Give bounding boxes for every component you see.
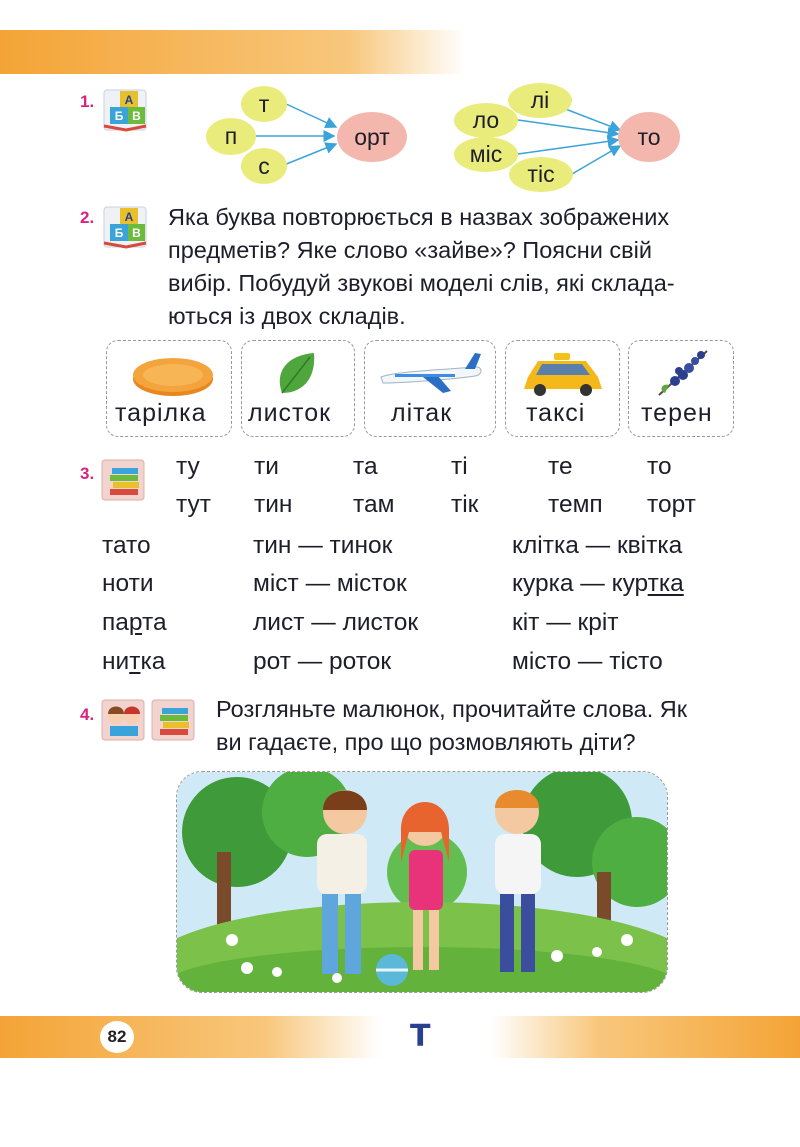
picture-word: тарілка — [115, 399, 207, 427]
word: там — [353, 491, 395, 518]
word-part: ка — [140, 648, 166, 675]
syllable-oval-lo: ло — [454, 103, 518, 138]
picture-word: листок — [248, 399, 332, 427]
word: тато — [102, 532, 151, 559]
word-pair: місто — тісто — [512, 648, 663, 675]
books-icon — [150, 696, 198, 742]
picture-card-taxi — [505, 340, 620, 437]
word: тут — [176, 491, 211, 518]
word-pair: кіт — кріт — [512, 609, 619, 636]
taxi-icon — [506, 341, 619, 401]
word: торт — [647, 491, 696, 518]
footer-bar-left — [0, 1016, 380, 1058]
syllable: ту — [176, 453, 200, 480]
word: ноти — [102, 570, 154, 597]
word-part: курка — кур — [512, 570, 648, 597]
syllable: та — [353, 453, 378, 480]
syllable-oval-li: лі — [508, 83, 572, 118]
word-part: ни — [102, 648, 130, 675]
ending-oval-to: то — [618, 112, 680, 162]
picture-word: таксі — [526, 399, 586, 427]
picture-card-blackthorn — [628, 340, 734, 437]
syllable-oval-mis: міс — [454, 137, 518, 172]
task-3-number: 3. — [80, 464, 95, 483]
word: тік — [451, 491, 479, 518]
task-1-number: 1. — [80, 92, 95, 111]
picture-word: літак — [391, 399, 453, 427]
task-4-number: 4. — [80, 705, 95, 724]
syllable: ти — [254, 453, 279, 480]
syllable-oval-tis: тіс — [509, 157, 573, 192]
word-pair: рот — роток — [253, 648, 392, 675]
svg-text:В: В — [132, 226, 141, 240]
task-4-text — [216, 693, 742, 759]
footer-bar-right — [490, 1016, 800, 1058]
children-reading-icon — [100, 696, 148, 742]
alphabet-blocks-icon — [102, 203, 150, 249]
picture-card-plane — [364, 340, 496, 437]
svg-text:Б: Б — [114, 109, 124, 123]
word-parta — [102, 609, 167, 637]
svg-text:Б: Б — [114, 226, 124, 240]
underlined-letter: р — [128, 609, 142, 636]
word-pair: міст — місток — [253, 570, 407, 597]
underlined-letters: тка — [647, 570, 684, 597]
task-2-number: 2. — [80, 208, 95, 227]
word-nytka — [102, 648, 165, 676]
page-letter: Т — [410, 1019, 431, 1054]
blackthorn-berries-icon — [629, 341, 733, 401]
books-icon — [100, 456, 148, 502]
word-pair: лист — листок — [253, 609, 419, 636]
letter-oval-p: п — [206, 118, 256, 155]
task-2-line: предметів? Яке слово «зайве»? Поясни свій — [168, 237, 652, 263]
ending-oval-ort: орт — [337, 112, 407, 162]
park-scene-image — [177, 772, 667, 992]
word-part: та — [142, 609, 167, 636]
leaf-icon — [242, 341, 354, 401]
word-pair: клітка — квітка — [512, 532, 683, 559]
task-2-line: ються із двох складів. — [168, 303, 406, 329]
syllable: те — [548, 453, 573, 480]
letter-oval-t: т — [241, 86, 287, 122]
word-pair-kurka — [512, 570, 684, 598]
children-park-illustration — [176, 771, 668, 993]
picture-word: терен — [641, 399, 713, 427]
picture-card-plate — [106, 340, 232, 437]
top-header-bar — [0, 30, 465, 74]
syllable: то — [647, 453, 672, 480]
svg-text:В: В — [132, 109, 141, 123]
svg-text:А: А — [124, 93, 134, 107]
word-part: па — [102, 609, 129, 636]
task-4-line: Розгляньте малюнок, прочитайте слова. Як — [216, 696, 688, 722]
task-2-line: вибір. Побудуй звукові моделі слів, які склада- — [168, 270, 675, 296]
word-pair: тин — тинок — [253, 532, 393, 559]
syllable: ті — [451, 453, 468, 480]
airplane-icon — [365, 341, 495, 401]
task-4-line: ви гадаєте, про що розмовляють діти? — [216, 729, 636, 755]
plate-icon — [107, 341, 231, 401]
word: тин — [254, 491, 293, 518]
page-number: 82 — [100, 1021, 134, 1053]
task-2-line: Яка буква повторюється в назвах зображених — [168, 204, 670, 230]
letter-oval-s: с — [241, 148, 287, 184]
svg-text:А: А — [124, 210, 134, 224]
picture-card-leaf — [241, 340, 355, 437]
task-2-text — [168, 201, 742, 333]
underlined-letter: т — [129, 648, 141, 675]
alphabet-blocks-icon — [102, 86, 150, 132]
word: темп — [548, 491, 603, 518]
